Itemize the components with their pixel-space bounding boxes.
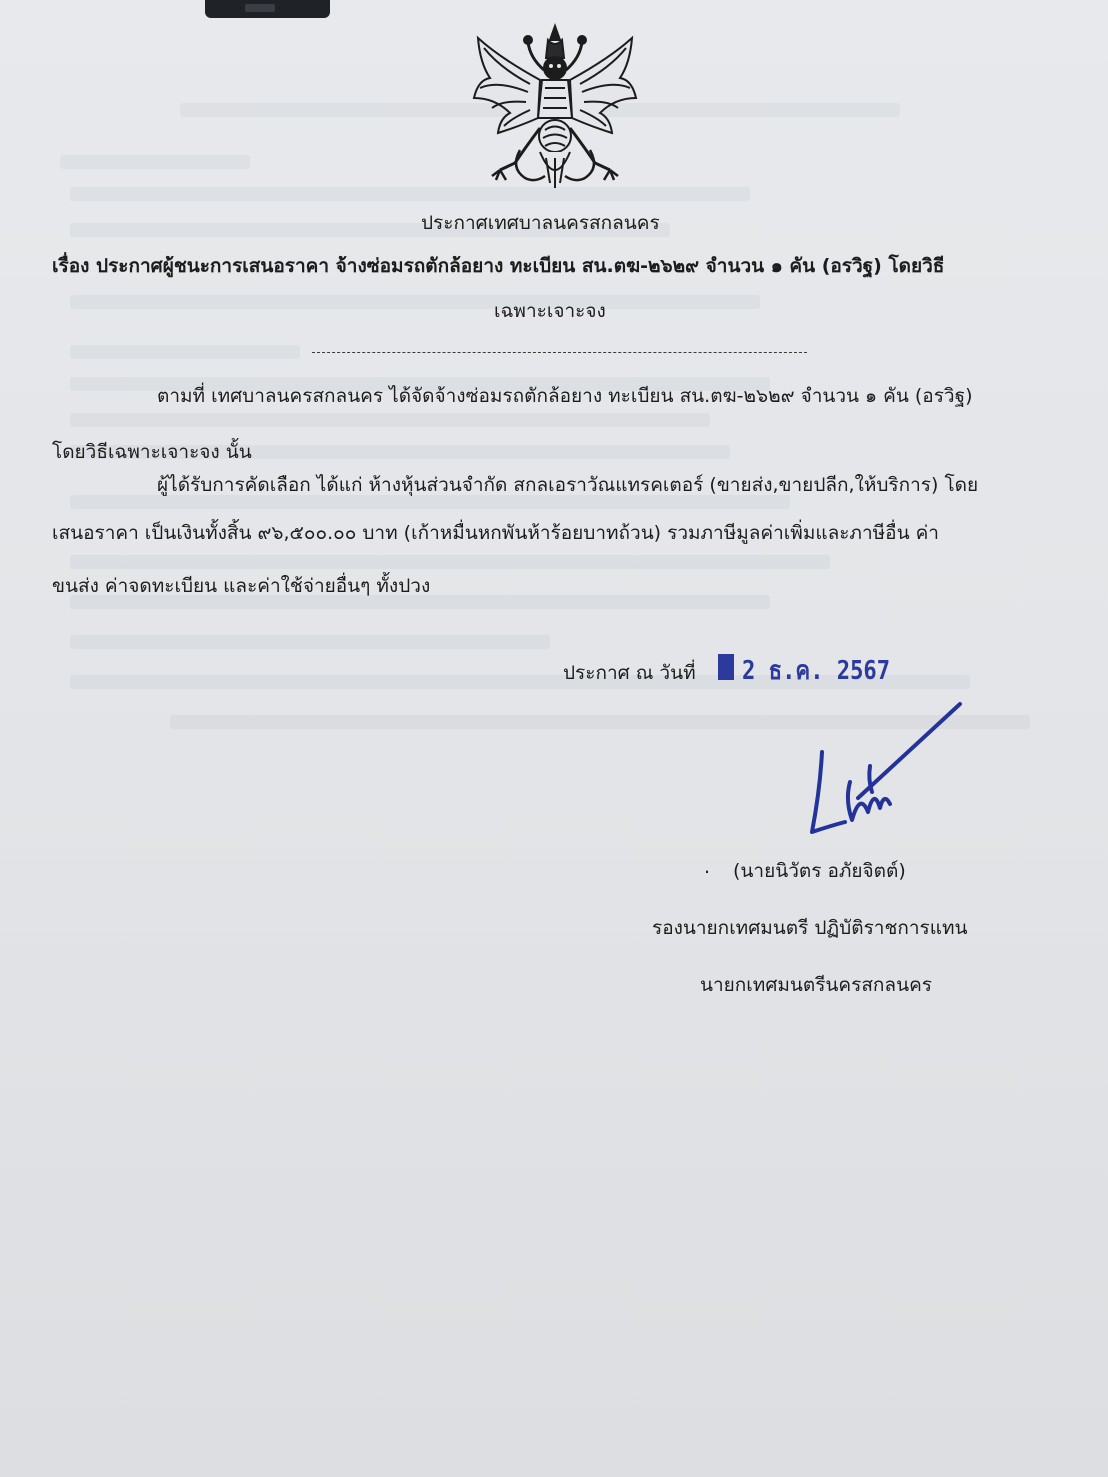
paragraph-2-line-1: ผู้ได้รับการคัดเลือก ได้แก่ ห้างหุ้นส่วนจำกัด สกลเอราวัณแทรคเตอร์ (ขายส่ง,ขายปลีก,ให้บริการ) โดย bbox=[157, 474, 979, 496]
stamp-mark bbox=[718, 654, 734, 680]
signer-dot: . bbox=[704, 856, 711, 878]
document-heading: ประกาศเทศบาลนครสกลนคร bbox=[421, 212, 660, 234]
subject-line-2: เฉพาะเจาะจง bbox=[494, 300, 606, 322]
garuda-emblem bbox=[470, 18, 640, 193]
divider-line bbox=[312, 352, 807, 353]
signature bbox=[800, 700, 970, 845]
signer-position-2: นายกเทศมนตรีนครสกลนคร bbox=[700, 974, 932, 996]
paragraph-2-line-2: เสนอราคา เป็นเงินทั้งสิ้น ๙๖,๕๐๐.๐๐ บาท (เก้าหมื่นหกพันห้าร้อยบาทถ้วน) รวมภาษีมูลค่าเพิ่มและภาษีอื่น ค่า bbox=[52, 522, 939, 544]
subject-line-1: เรื่อง ประกาศผู้ชนะการเสนอราคา จ้างซ่อมรถตักล้อยาง ทะเบียน สน.ตฆ-๒๖๒๙ จำนวน ๑ คัน (อรวิฐ) โดยวิธี bbox=[52, 255, 945, 277]
binder-clip bbox=[205, 0, 330, 18]
announce-date-label: ประกาศ ณ วันที่ bbox=[563, 662, 696, 684]
stamped-date: 2 ธ.ค. 2567 bbox=[742, 656, 891, 686]
paragraph-1-line-2: โดยวิธีเฉพาะเจาะจง นั้น bbox=[52, 441, 252, 463]
signer-name: (นายนิวัตร อภัยจิตต์) bbox=[733, 860, 906, 882]
signer-position-1: รองนายกเทศมนตรี ปฏิบัติราชการแทน bbox=[652, 917, 968, 939]
paragraph-2-line-3: ขนส่ง ค่าจดทะเบียน และค่าใช้จ่ายอื่นๆ ทั้งปวง bbox=[52, 575, 431, 597]
paragraph-1-line-1: ตามที่ เทศบาลนครสกลนคร ได้จัดจ้างซ่อมรถตักล้อยาง ทะเบียน สน.ตฆ-๒๖๒๙ จำนวน ๑ คัน (อรวิฐ) bbox=[157, 385, 973, 407]
